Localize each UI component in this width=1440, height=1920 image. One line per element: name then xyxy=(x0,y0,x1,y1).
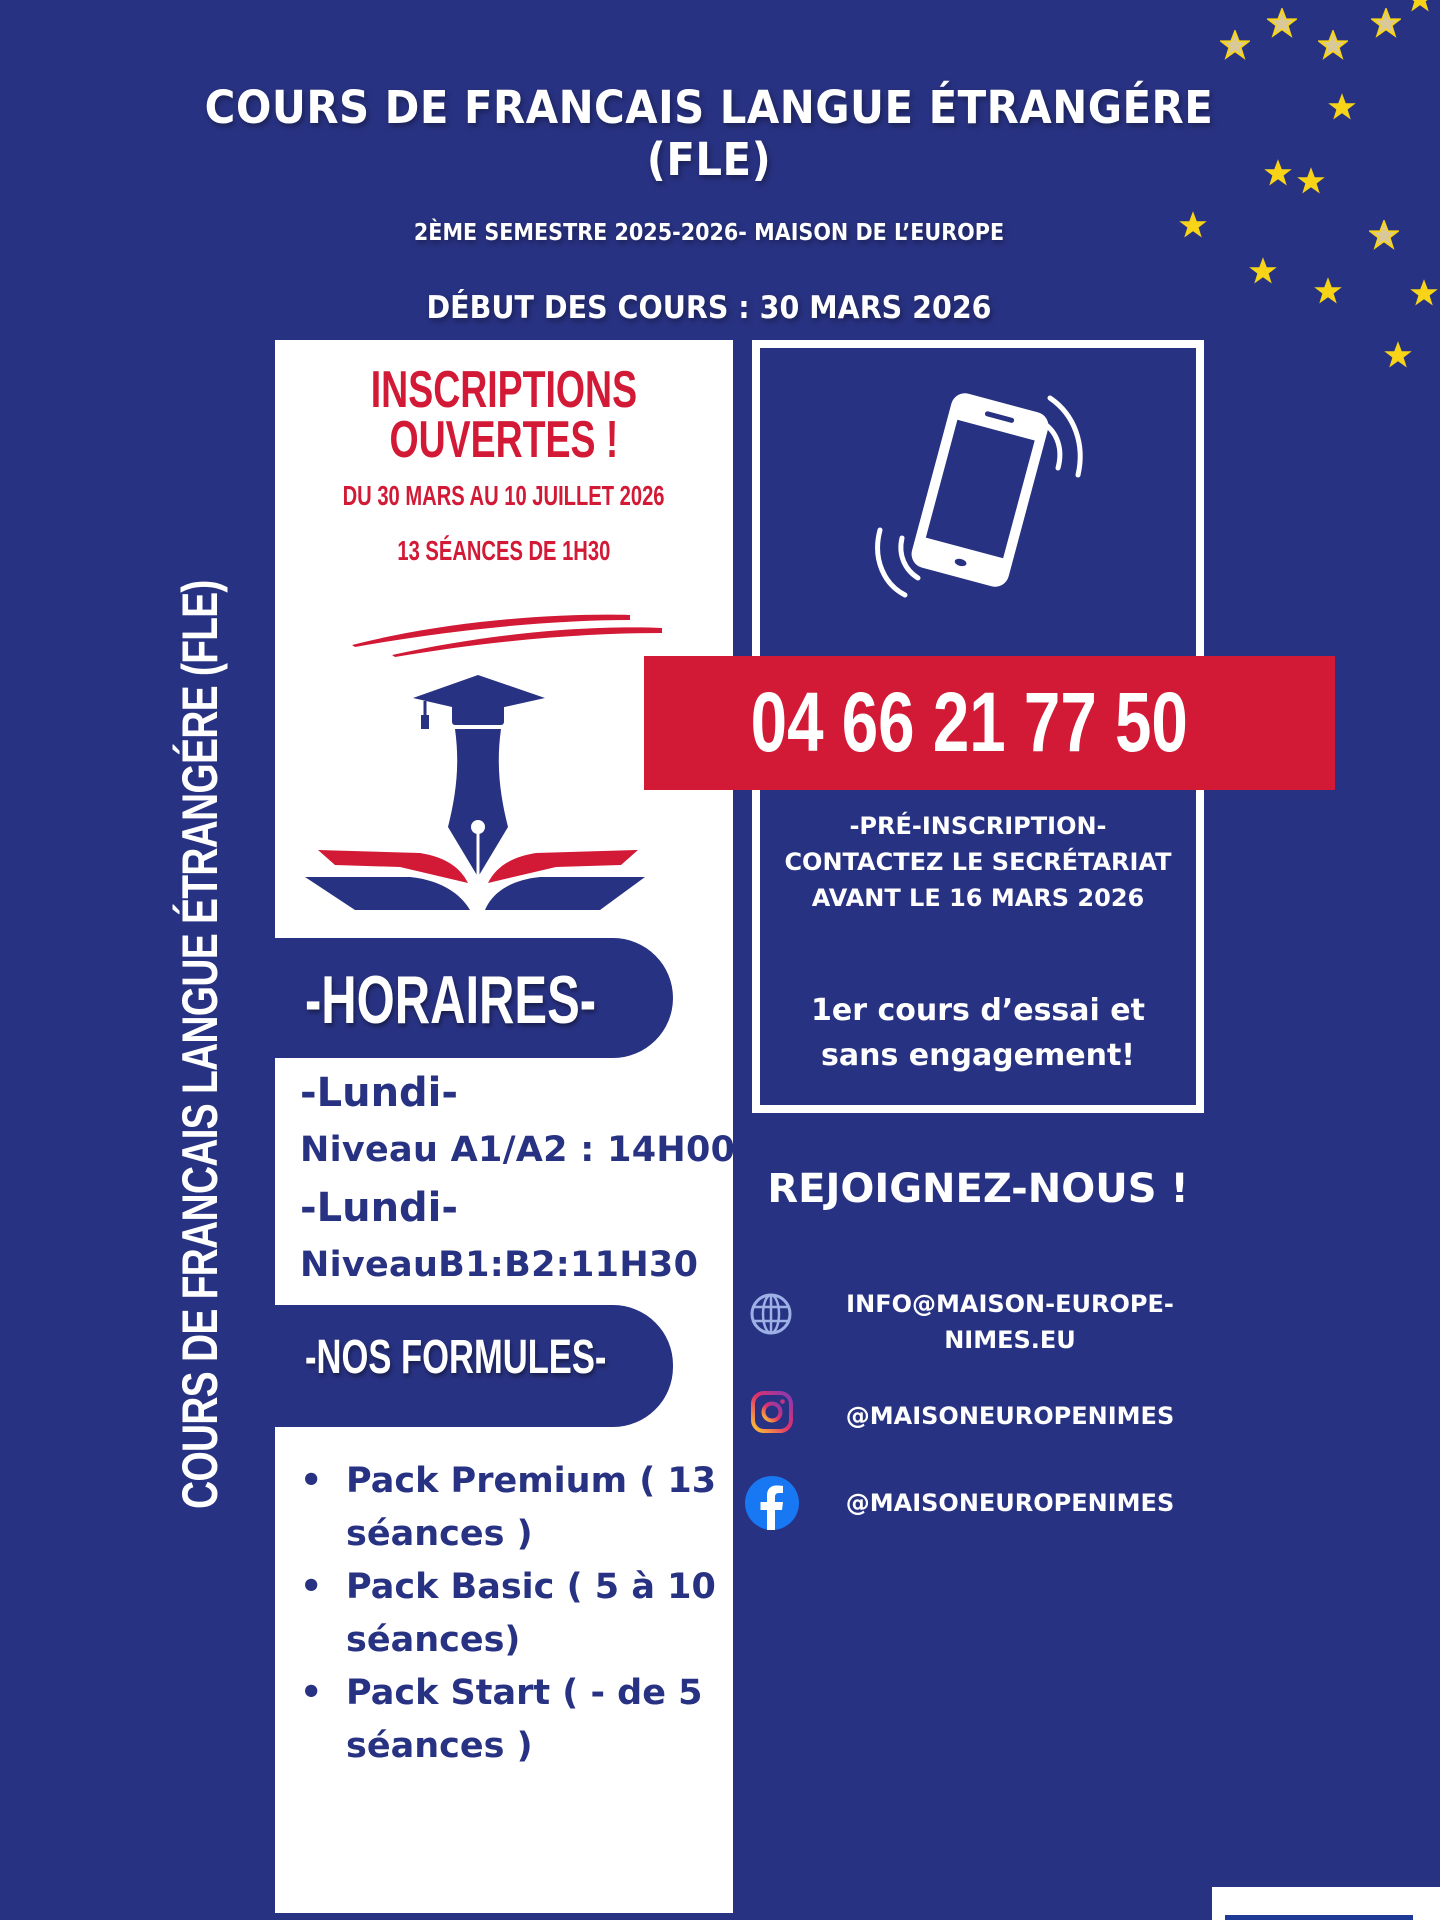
list-item: • Pack Start ( - de 5 séances ) xyxy=(346,1667,766,1773)
star-icon xyxy=(1405,0,1435,14)
graduation-pen-book-logo-icon xyxy=(300,595,680,915)
star-icon xyxy=(1371,8,1401,38)
preinscription-info xyxy=(752,808,1204,916)
trial-line-1: 1er cours d’essai et xyxy=(811,993,1145,1028)
email-line-2[interactable]: NIMES.EU xyxy=(944,1326,1076,1354)
facebook-icon[interactable] xyxy=(745,1476,799,1530)
registration-headline-line-1: INSCRIPTIONS xyxy=(370,361,638,419)
vertical-banner-text: COURS DE FRANCAIS LANGUE ÉTRANGÉRE (FLE) xyxy=(172,580,228,1510)
preinscription-line-2: CONTACTEZ LE SECRÉTARIAT xyxy=(784,848,1172,876)
registration-period xyxy=(275,480,733,512)
phone-number-text[interactable]: 04 66 21 77 50 xyxy=(750,675,1188,769)
list-item: • Pack Premium ( 13 séances ) xyxy=(346,1455,766,1561)
formules-list xyxy=(300,1455,766,1773)
schedule-day-2: -Lundi- xyxy=(300,1185,458,1231)
facebook-handle[interactable]: @MAISONEUROPENIMES xyxy=(845,1489,1175,1517)
page-title xyxy=(50,82,1369,186)
preinscription-line-3: AVANT LE 16 MARS 2026 xyxy=(811,884,1145,912)
title-line-2: (FLE) xyxy=(646,133,772,186)
title-line-1: COURS DE FRANCAIS LANGUE ÉTRANGÉRE xyxy=(204,81,1214,134)
corner-card-bar xyxy=(1225,1915,1413,1920)
join-us-heading: REJOIGNEZ-NOUS ! xyxy=(767,1166,1189,1212)
trial-line-2: sans engagement! xyxy=(821,1038,1135,1073)
star-icon xyxy=(1383,340,1413,370)
star-icon xyxy=(1220,30,1250,60)
sessions-info-text: 13 SÉANCES DE 1H30 xyxy=(397,535,611,566)
phone-number[interactable] xyxy=(644,662,1294,782)
course-start-date: DÉBUT DES COURS : 30 MARS 2026 xyxy=(426,290,992,326)
registration-headline xyxy=(275,361,733,469)
email-line-1[interactable]: INFO@MAISON-EUROPE- xyxy=(846,1290,1174,1318)
star-icon xyxy=(1369,220,1399,250)
semester-subtitle: 2ÈME SEMESTRE 2025-2026- MAISON DE L’EUROPE xyxy=(413,220,1005,246)
globe-icon xyxy=(749,1292,793,1336)
vertical-banner xyxy=(165,580,235,1640)
sessions-info xyxy=(275,535,733,567)
horaires-heading-text: -HORAIRES- xyxy=(305,962,597,1038)
schedule-level-1: Niveau A1/A2 : 14H00 xyxy=(300,1130,736,1170)
email-link[interactable] xyxy=(820,1286,1200,1358)
instagram-handle[interactable]: @MAISONEUROPENIMES xyxy=(845,1402,1175,1430)
registration-period-text: DU 30 MARS AU 10 JUILLET 2026 xyxy=(343,480,665,511)
trial-course-info xyxy=(752,988,1204,1078)
registration-headline-line-2: OUVERTES ! xyxy=(389,411,619,469)
preinscription-line-1: -PRÉ-INSCRIPTION- xyxy=(849,812,1107,840)
formules-heading xyxy=(305,1330,724,1386)
list-item: • Pack Basic ( 5 à 10 séances) xyxy=(346,1561,766,1667)
star-icon xyxy=(1248,256,1278,286)
schedule-day-1: -Lundi- xyxy=(300,1070,458,1116)
vibrating-phone-icon xyxy=(860,370,1100,610)
instagram-icon[interactable] xyxy=(750,1390,794,1434)
star-icon xyxy=(1409,278,1439,308)
star-icon xyxy=(1267,8,1297,38)
star-icon xyxy=(1318,30,1348,60)
formules-heading-text: -NOS FORMULES- xyxy=(305,1331,607,1384)
schedule-level-2: NiveauB1:B2:11H30 xyxy=(300,1245,699,1285)
horaires-heading xyxy=(305,962,709,1038)
